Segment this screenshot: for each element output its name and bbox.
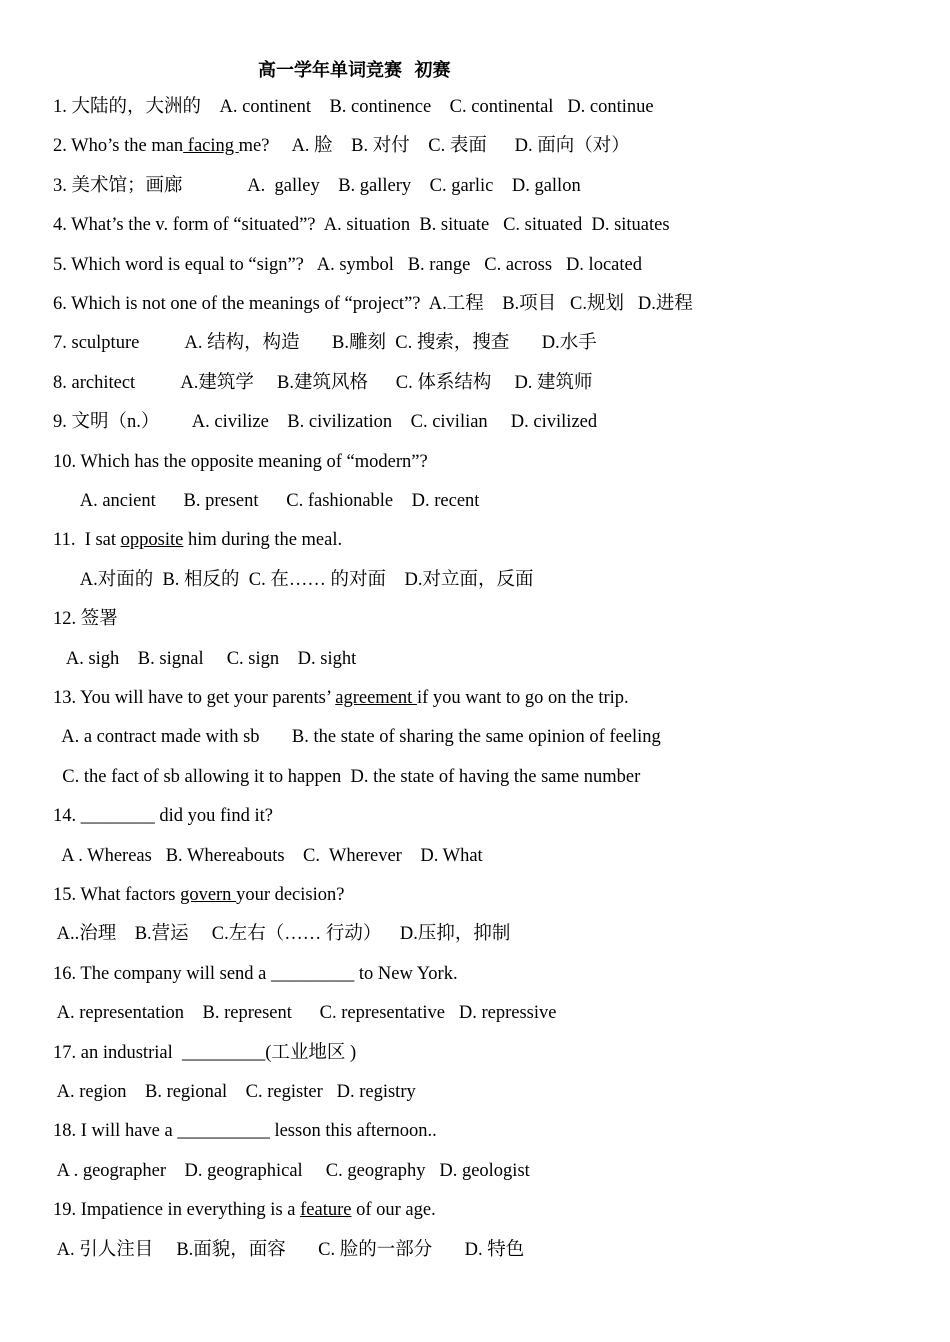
line-text: 18. I will have a __________ lesson this afternoon.. [53,1121,437,1142]
underlined-word: facing [183,136,239,157]
page-title: 高一学年单词竞赛 初赛 [258,60,451,81]
line-text: 7. sculpture A. 结构，构造 B.雕刻 C. 搜索，搜查 D.水手 [53,333,597,354]
underlined-word: agreement [335,688,417,708]
line-text: 5. Which word is equal to “sign”? A. symbol B. range C. across D. located [53,254,642,275]
line-text: A . geographer D. geographical C. geography D. geologist [53,1160,530,1181]
line-text: 12. 签署 [53,609,118,630]
line-text-after: me? A. 脸 B. 对付 C. 表面 D. 面向（对） [238,136,630,157]
line-text: 4. What’s the v. form of “situated”? A. situation B. situate C. situated D. situates [53,215,670,236]
text-line [53,410,597,434]
text-line [53,647,356,671]
text-line [53,1001,556,1025]
text-line [53,450,428,474]
line-text: 3. 美术馆；画廊 A. galley B. gallery C. garlic D. gallon [53,175,581,196]
text-line [53,568,534,592]
line-text: 1. 大陆的，大洲的 A. continent B. continence C. continental D. continue [53,97,654,117]
line-text: 10. Which has the opposite meaning of “modern”? [53,451,428,472]
line-text: 8. architect A.建筑学 B.建筑风格 C. 体系结构 D. 建筑师 [53,372,593,393]
text-line [53,1198,436,1222]
text-line [53,1119,437,1143]
underlined-word: opposite [120,530,184,551]
line-text-after: of our age. [351,1200,436,1221]
line-text: 15. What factors [53,885,181,905]
text-line [53,95,654,119]
line-text-after: if you want to go on the trip. [416,688,629,708]
line-text: 19. Impatience in everything is a [53,1200,301,1221]
underlined-word: feature [300,1200,352,1221]
line-text: 6. Which is not one of the meanings of “project”? A.工程 B.项目 C.规划 D.进程 [53,294,693,314]
underlined-word: govern [180,885,237,905]
line-text: A . Whereas B. Whereabouts C. Wherever D. What [53,845,483,866]
line-text: A..治理 B.营运 C.左右（…… 行动） D.压抑，抑制 [53,924,511,945]
text-line [53,1238,524,1262]
text-line [53,331,597,355]
line-text: 13. You will have to get your parents’ [53,688,336,708]
line-text: 9. 文明（n.） A. civilize B. civilization C. civilian D. civilized [53,412,598,433]
text-line [53,765,640,789]
text-line [53,804,273,828]
line-text: A. sigh B. signal C. sign D. sight [53,648,357,669]
text-line [53,528,342,552]
text-line [53,489,479,513]
text-line [53,844,483,868]
line-text: A. ancient B. present C. fashionable D. recent [53,491,480,511]
line-text: 17. an industrial _________(工业地区 ) [53,1042,357,1063]
text-line [53,174,581,198]
line-text: 14. ________ did you find it? [53,806,273,827]
line-text: 11. I sat [53,530,121,551]
text-line [53,253,642,277]
text-line [53,1080,416,1104]
line-text: A. region B. regional C. register D. registry [53,1082,416,1102]
line-text-after: your decision? [236,885,345,905]
line-text: 2. Who’s the man [53,136,184,157]
text-line [53,607,118,631]
text-line [53,725,661,749]
text-line [53,292,693,316]
text-line [53,213,670,237]
text-line [53,1159,530,1183]
text-line [53,883,344,907]
line-text: A.对面的 B. 相反的 C. 在…… 的对面 D.对立面，反面 [53,569,534,590]
text-line [53,962,458,986]
line-text: A. representation B. represent C. representative D. repressive [53,1003,557,1024]
line-text-after: him during the meal. [183,530,343,551]
line-text: A. a contract made with sb B. the state of sharing the same opinion of feeling [53,727,661,748]
text-line [53,922,510,946]
line-text: C. the fact of sb allowing it to happen D. the state of having the same number [53,766,641,787]
line-text: 16. The company will send a _________ to New York. [53,963,458,984]
text-line [53,686,629,710]
text-line [53,134,630,158]
line-text: A. 引人注目 B.面貌，面容 C. 脸的一部分 D. 特色 [53,1239,525,1260]
text-line [53,371,593,395]
text-line [53,1041,356,1065]
